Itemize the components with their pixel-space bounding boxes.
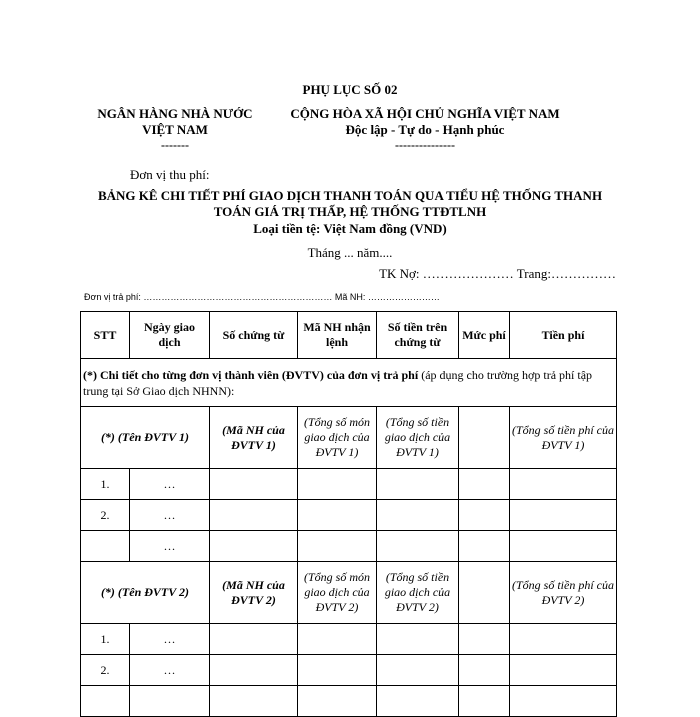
title-line-1: BẢNG KÊ CHI TIẾT PHÍ GIAO DỊCH THANH TOÁN QUA TIỂU HỆ THỐNG THANH [97,188,603,203]
header-fee-amount: Tiền phí [510,312,617,359]
row-cell [298,469,377,500]
row-cell [459,469,510,500]
row-cell [298,500,377,531]
member-name: (*) (Tên ĐVTV 2) [81,562,210,624]
member-detail-note-row [81,359,617,407]
fee-detail-table [80,311,617,717]
member-detail-note [81,359,617,407]
row-cell [459,655,510,686]
row-date: … [130,531,210,562]
member-bank-code: (Mã NH của ĐVTV 1) [210,407,298,469]
appendix-number: PHỤ LỤC SỐ 02 [302,82,398,97]
member-group-row [81,407,617,469]
header-receiving-bank-code: Mã NH nhận lệnh [298,312,377,359]
row-stt: 2. [81,500,130,531]
row-cell [459,686,510,717]
row-cell [298,655,377,686]
row-cell [377,624,459,655]
row-cell [510,531,617,562]
member-name: (*) (Tên ĐVTV 1) [81,407,210,469]
table-row [81,624,617,655]
table-row [81,500,617,531]
header-stt: STT [81,312,130,359]
agency-line-2: VIỆT NAM [142,122,208,137]
document-title [70,188,630,220]
row-cell [377,686,459,717]
row-date [130,686,210,717]
national-motto [270,106,580,152]
member-transaction-amount: (Tổng số tiền giao dịch của ĐVTV 1) [377,407,459,469]
row-cell [377,469,459,500]
row-cell [298,531,377,562]
table-row [81,655,617,686]
row-stt: 1. [81,469,130,500]
member-bank-code: (Mã NH của ĐVTV 2) [210,562,298,624]
title-line-2: TOÁN GIÁ TRỊ THẤP, HỆ THỐNG TTĐTLNH [213,204,487,219]
row-cell [510,469,617,500]
header-document-amount: Số tiền trên chứng từ [377,312,459,359]
table-header-row [81,312,617,359]
state-motto: Độc lập - Tự do - Hạnh phúc [345,122,505,137]
member-transaction-count: (Tổng số món giao dịch của ĐVTV 2) [298,562,377,624]
row-stt [81,686,130,717]
row-cell [510,624,617,655]
row-stt: 1. [81,624,130,655]
row-date: … [130,500,210,531]
row-cell [210,469,298,500]
currency-type: Loại tiền tệ: Việt Nam đồng (VND) [253,221,447,236]
member-transaction-count: (Tổng số món giao dịch của ĐVTV 1) [298,407,377,469]
row-cell [459,531,510,562]
row-cell [510,686,617,717]
row-date: … [130,469,210,500]
period-month: Tháng ... năm.... [307,245,393,260]
row-stt [81,531,130,562]
note-bold: (*) Chi tiết cho từng đơn vị thành viên (ĐVTV) của đơn vị trả phí [83,367,419,382]
table-row [81,469,617,500]
row-cell [510,500,617,531]
member-fee-rate [459,407,510,469]
issuing-agency [80,106,270,152]
row-cell [210,655,298,686]
row-date: … [130,624,210,655]
row-cell [377,655,459,686]
account-page-line: TK Nợ: ………………… Trang:…………… [379,266,616,281]
row-cell [510,655,617,686]
fee-payer-line: Đơn vị trả phí: ……………………………………………………… Mã NH: …………………… [84,292,440,302]
member-transaction-amount: (Tổng số tiền giao dịch của ĐVTV 2) [377,562,459,624]
header-fee-rate: Mức phí [459,312,510,359]
row-cell [377,531,459,562]
row-cell [298,624,377,655]
row-cell [210,624,298,655]
fee-collector-label: Đơn vị thu phí: [130,167,210,182]
row-cell [298,686,377,717]
table-row [81,686,617,717]
state-name: CỘNG HÒA XÃ HỘI CHỦ NGHĨA VIỆT NAM [290,106,560,121]
member-fee-rate [459,562,510,624]
row-stt: 2. [81,655,130,686]
row-cell [210,686,298,717]
member-total-fee: (Tổng số tiền phí của ĐVTV 1) [510,407,617,469]
row-date: … [130,655,210,686]
row-cell [210,500,298,531]
agency-divider: ------- [161,138,189,152]
row-cell [377,500,459,531]
state-divider: --------------- [395,138,455,152]
table-row [81,531,617,562]
note-rest: (áp dụng cho trường hợp trả phí tập trung tại Sở Giao dịch NHNN): [83,367,593,398]
agency-line-1: NGÂN HÀNG NHÀ NƯỚC [97,106,253,121]
row-cell [459,624,510,655]
row-cell [210,531,298,562]
member-total-fee: (Tổng số tiền phí của ĐVTV 2) [510,562,617,624]
member-group-row [81,562,617,624]
row-cell [459,500,510,531]
header-transaction-date: Ngày giao dịch [130,312,210,359]
header-document-number: Số chứng từ [210,312,298,359]
